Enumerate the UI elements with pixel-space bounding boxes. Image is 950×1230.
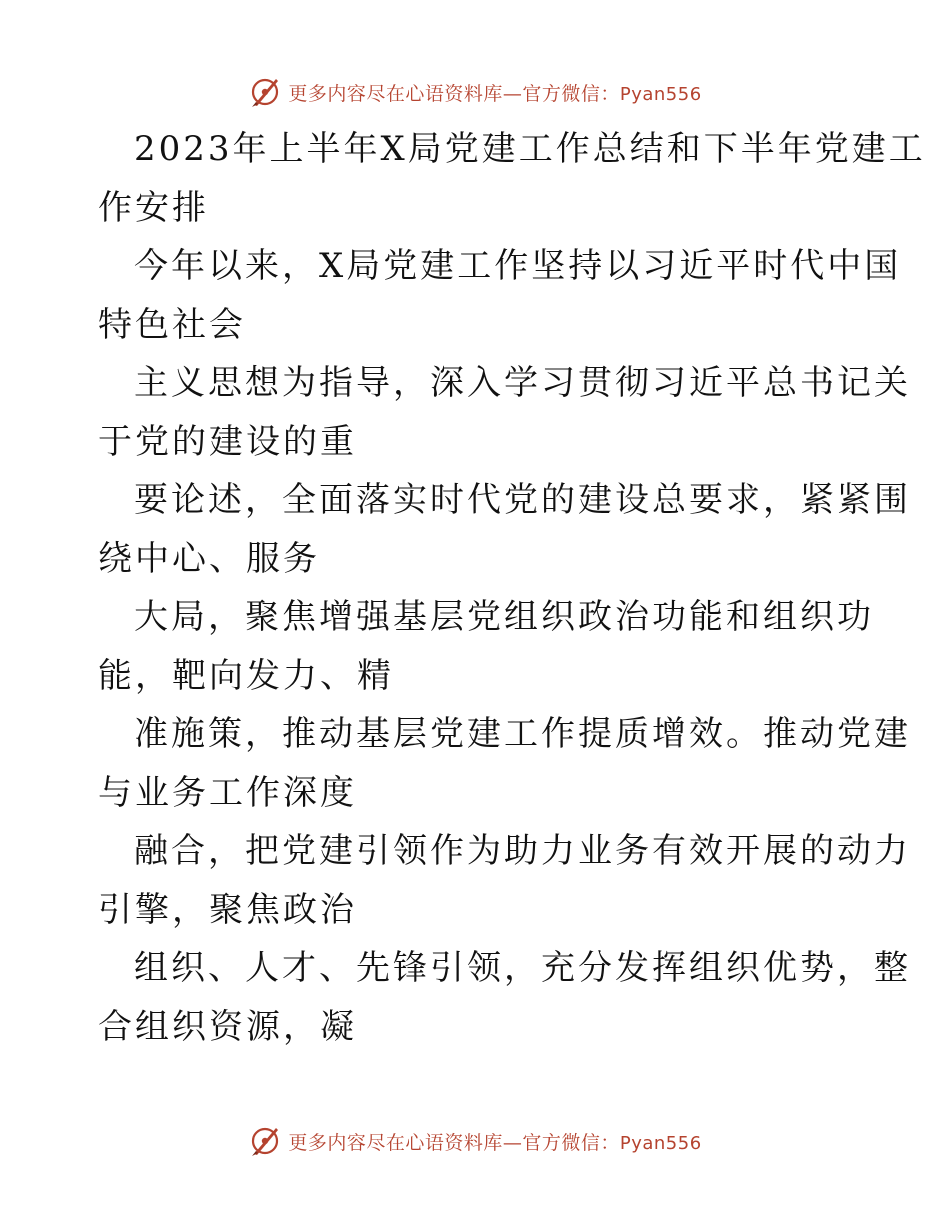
- watermark-text: [288, 1128, 701, 1155]
- doc-line: 2023年上半年X局党建工作总结和下半年党建工: [134, 129, 926, 169]
- footer-watermark: [0, 1121, 950, 1161]
- doc-line: 主义思想为指导，深入学习贯彻习近平总书记关: [134, 363, 911, 403]
- doc-line: 要论述，全面落实时代党的建设总要求，紧紧围: [134, 480, 911, 520]
- doc-line: 于党的建设的重: [98, 421, 357, 462]
- doc-line: 作安排: [98, 187, 209, 228]
- document-body: [98, 120, 926, 1056]
- doc-line: 大局，聚焦增强基层党组织政治功能和组织功: [134, 597, 874, 637]
- header-watermark: [0, 72, 950, 112]
- watermark-label: 更多内容尽在心语资料库—官方微信：: [288, 1131, 620, 1154]
- doc-line: 组织、人才、先锋引领，充分发挥组织优势，整: [134, 948, 911, 988]
- watermark-label: 更多内容尽在心语资料库—官方微信：: [288, 82, 620, 105]
- doc-line: 今年以来，X局党建工作坚持以习近平时代中国: [134, 246, 902, 286]
- doc-line: 能，靶向发力、精: [98, 655, 394, 696]
- doc-line: 与业务工作深度: [98, 772, 357, 813]
- doc-line: 合组织资源，凝: [98, 1006, 357, 1047]
- doc-line: 特色社会: [98, 304, 246, 345]
- watermark-handle: Pyan556: [619, 83, 702, 105]
- doc-line: 融合，把党建引领作为助力业务有效开展的动力: [134, 831, 911, 871]
- watermark-handle: Pyan556: [619, 1132, 702, 1154]
- quill-pen-circle-icon: [248, 1124, 282, 1158]
- quill-pen-circle-icon: [248, 75, 282, 109]
- doc-line: 引擎，聚焦政治: [98, 889, 357, 930]
- watermark-text: [288, 79, 701, 106]
- doc-line: 准施策，推动基层党建工作提质增效。推动党建: [134, 714, 911, 754]
- doc-line: 绕中心、服务: [98, 538, 320, 579]
